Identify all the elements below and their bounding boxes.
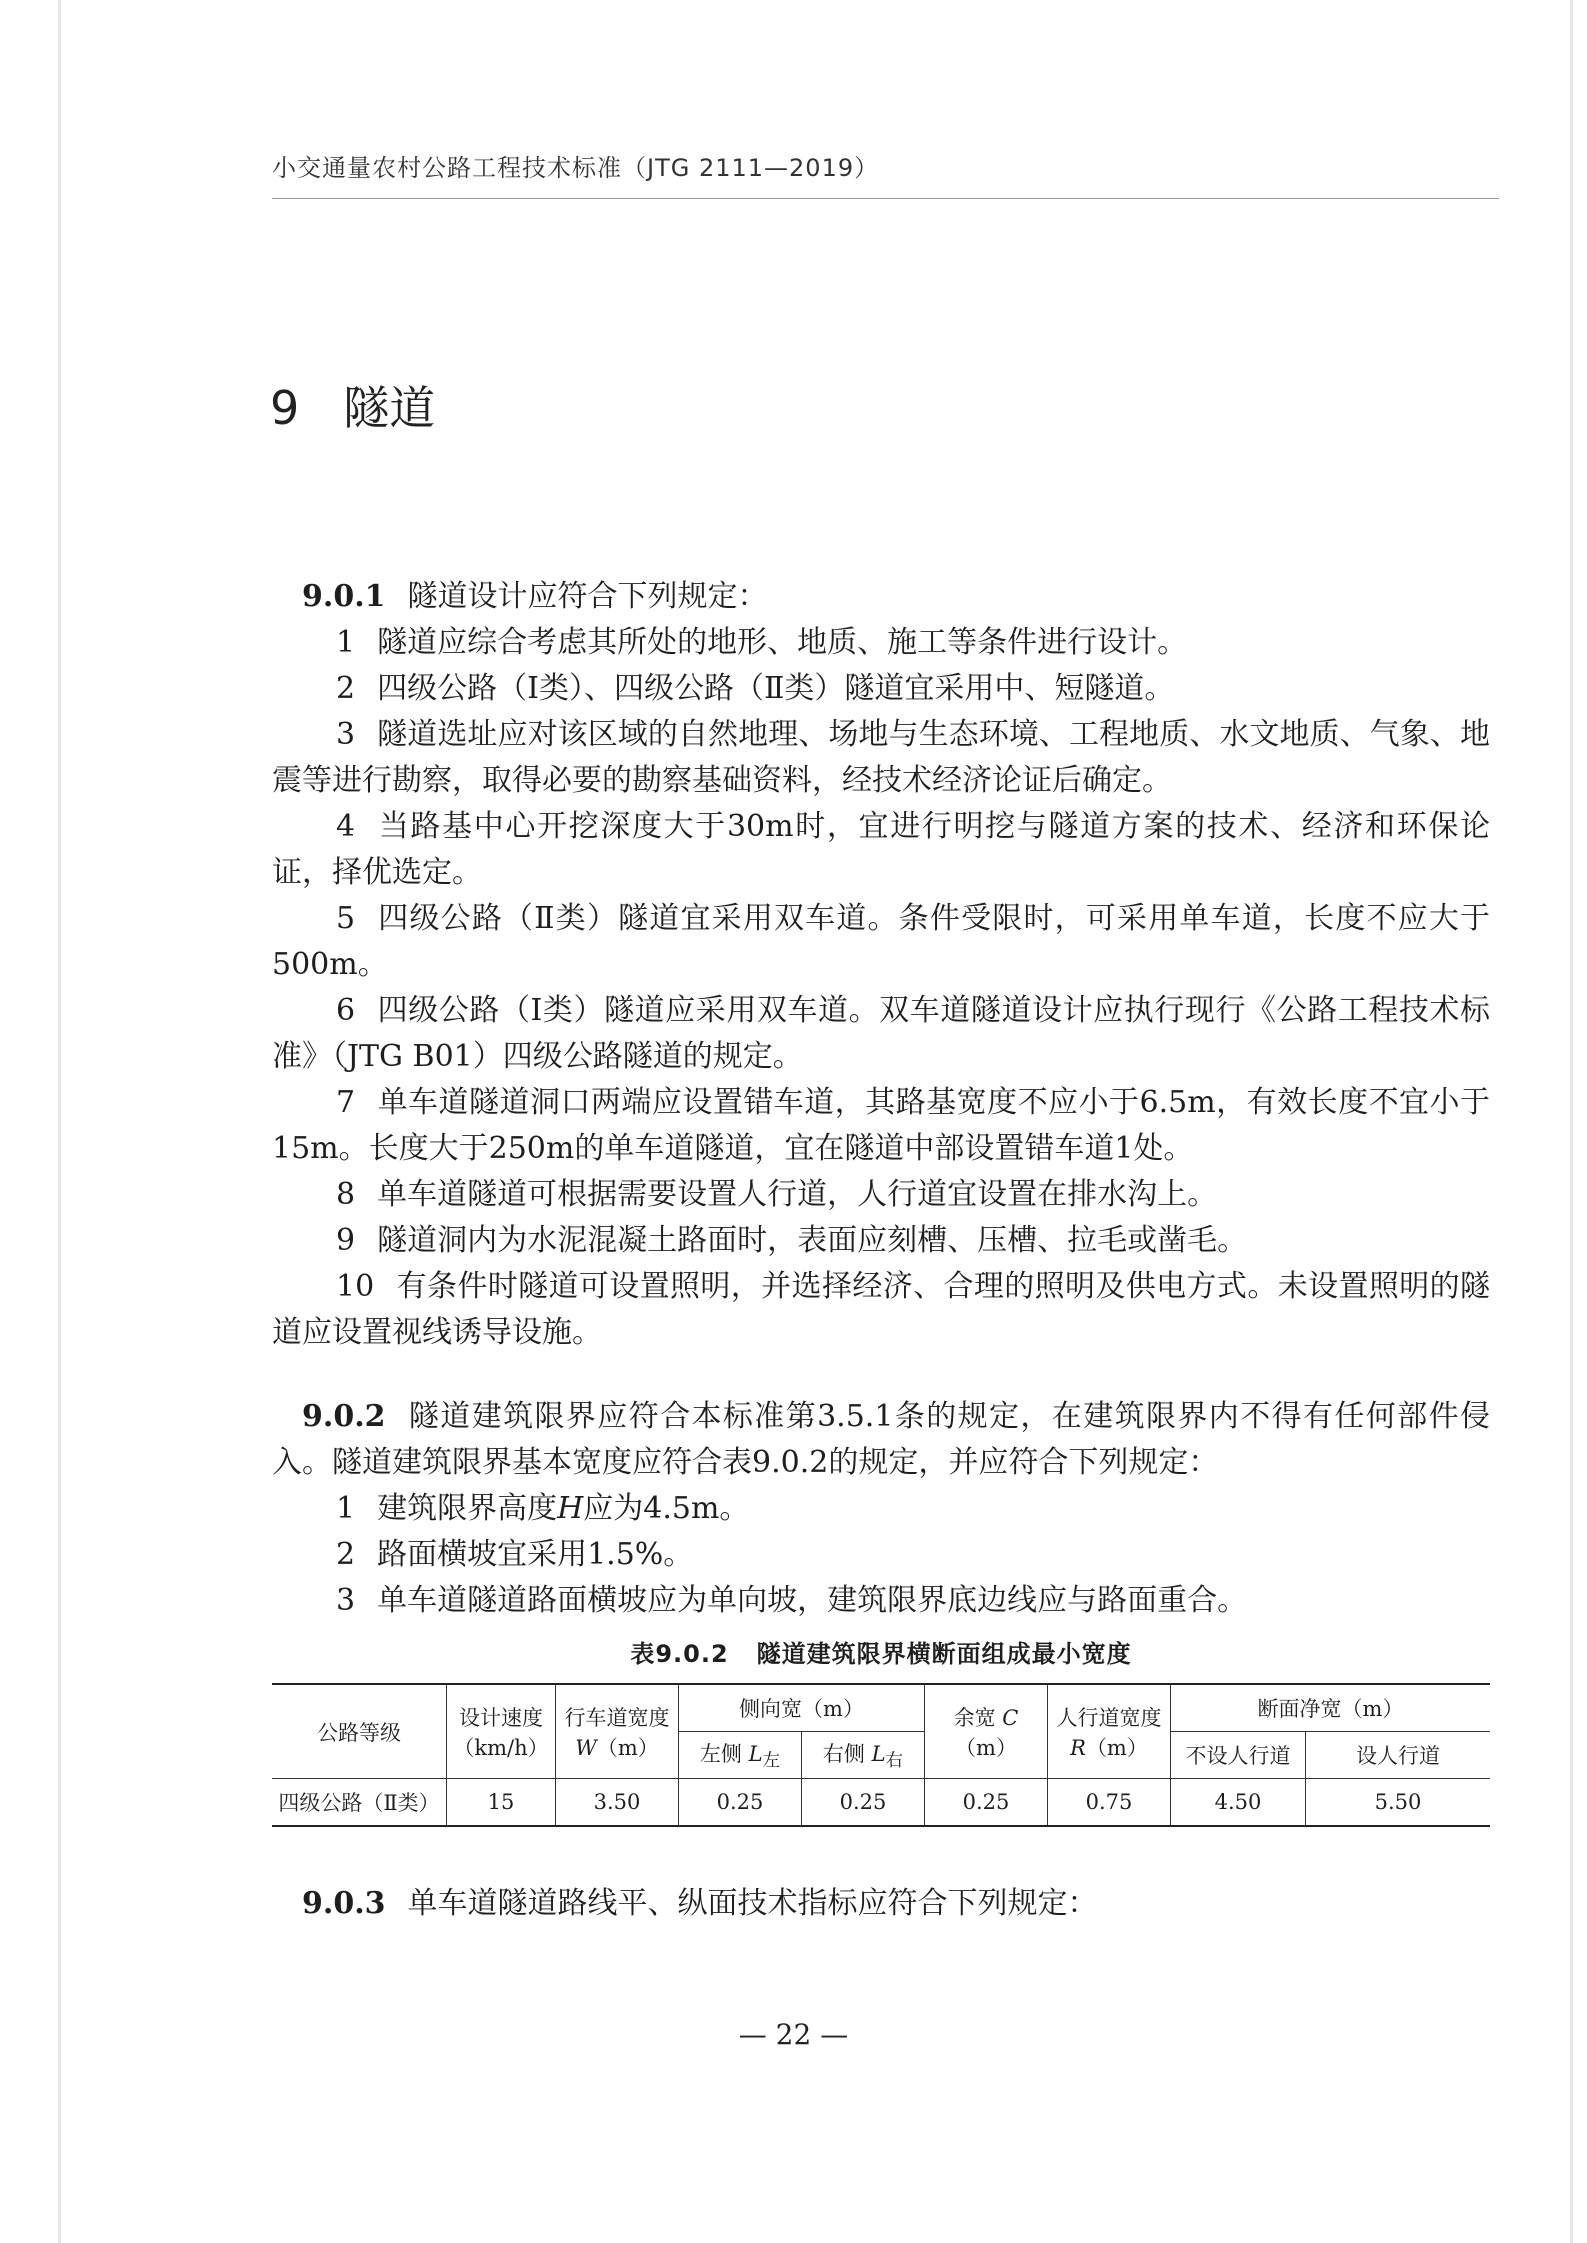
item-text: 四级公路（Ⅱ类）隧道宜采用双车道。条件受限时，可采用单车道，长度不应大于500m。 [272,901,1490,982]
table-number: 表9.0.2 [630,1640,729,1668]
cell-no-walkway: 4.50 [1171,1779,1306,1827]
clause-9-0-3 [272,1881,1490,1927]
item-text: 单车道隧道路面横坡应为单向坡，建筑限界底边线应与路面重合。 [377,1583,1248,1618]
header-rule [272,198,1499,199]
item-text: 有条件时隧道可设置照明，并选择经济、合理的照明及供电方式。未设置照明的隧道应设置视线诱导设施。 [272,1269,1490,1350]
clause-text: 隧道设计应符合下列规定： [407,579,768,614]
list-item [272,988,1490,1080]
clause-number: 9.0.2 [302,1399,386,1434]
cell-lane: 3.50 [556,1779,679,1827]
item-text: 当路基中心开挖深度大于30m时，宜进行明挖与隧道方案的技术、经济和环保论证，择优选定。 [272,809,1490,890]
item-number: 5 [336,901,356,936]
table-title [272,1634,1490,1669]
scan-edge-right [1570,0,1573,2243]
symbol-h: H [557,1491,584,1526]
cell-with-walkway: 5.50 [1306,1779,1491,1827]
clause-text: 隧道建筑限界应符合本标准第3.5.1条的规定，在建筑限界内不得有任何部件侵入。隧道建筑限界基本宽度应符合表9.0.2的规定，并应符合下列规定： [272,1399,1490,1480]
header-right: 右侧 $L_右$ [802,1732,925,1779]
item-number: 6 [336,993,356,1028]
header-left: 左侧 $L_左$ [679,1732,802,1779]
cell-grade: 四级公路（Ⅱ类） [272,1779,447,1827]
item-number: 7 [336,1085,356,1120]
list-item [272,1264,1490,1356]
header-walkway-width: 人行道宽度 R（m） [1048,1684,1171,1779]
item-number: 9 [336,1223,356,1258]
page-content [272,574,1490,1927]
cell-right: 0.25 [802,1779,925,1827]
item-text: 隧道选址应对该区域的自然地理、场地与生态环境、工程地质、水文地质、气象、地震等进行勘察，取得必要的勘察基础资料，经技术经济论证后确定。 [272,717,1490,798]
item-number: 10 [336,1269,375,1304]
item-number: 3 [336,717,356,752]
list-item [272,620,1490,666]
cell-speed: 15 [447,1779,556,1827]
list-item [272,1486,1490,1532]
header-margin-width: 余宽 C （m） [925,1684,1048,1779]
table-caption: 隧道建筑限界横断面组成最小宽度 [756,1640,1132,1668]
list-item [272,896,1490,988]
item-number: 1 [336,1491,356,1526]
list-item [272,1218,1490,1264]
list-item [272,1532,1490,1578]
item-number: 3 [336,1583,356,1618]
chapter-name: 隧道 [343,381,436,435]
header-speed: 设计速度 （km/h） [447,1684,556,1779]
cell-walkway: 0.75 [1048,1779,1171,1827]
item-text: 四级公路（Ⅰ类）隧道应采用双车道。双车道隧道设计应执行现行《公路工程技术标准》（JTG B01）四级公路隧道的规定。 [272,993,1490,1074]
header-lateral-width: 侧向宽（m） [679,1684,925,1732]
item-text: 路面横坡宜采用1.5%。 [377,1537,694,1572]
item-number: 2 [336,671,356,706]
list-item [272,1172,1490,1218]
running-header: 小交通量农村公路工程技术标准（JTG 2111—2019） [272,154,880,182]
item-text: 建筑限界高度 [377,1491,558,1526]
clause-9-0-1 [272,574,1490,620]
list-item [272,1578,1490,1624]
clause-number: 9.0.1 [302,579,386,614]
list-item [272,712,1490,804]
item-number: 4 [336,809,356,844]
clause-number: 9.0.3 [302,1886,386,1922]
header-grade: 公路等级 [272,1684,447,1779]
chapter-number: 9 [270,381,300,435]
item-number: 2 [336,1537,356,1572]
header-lane-width: 行车道宽度 W（m） [556,1684,679,1779]
header-no-walkway: 不设人行道 [1171,1732,1306,1779]
item-text: 单车道隧道可根据需要设置人行道，人行道宜设置在排水沟上。 [377,1177,1218,1212]
cell-margin: 0.25 [925,1779,1048,1827]
table-header-row [272,1684,1490,1732]
clearance-width-table [272,1683,1490,1827]
header-clear-width: 断面净宽（m） [1171,1684,1491,1732]
chapter-title [270,372,435,438]
page-number: — 22 — [738,2018,849,2051]
item-number: 1 [336,625,356,660]
item-text: 隧道应综合考虑其所处的地形、地质、施工等条件进行设计。 [377,625,1188,660]
scan-edge-left [58,0,61,2243]
table-row [272,1779,1490,1827]
list-item [272,666,1490,712]
list-item [272,804,1490,896]
header-with-walkway: 设人行道 [1306,1732,1491,1779]
cell-left: 0.25 [679,1779,802,1827]
item-text: 隧道洞内为水泥混凝土路面时，表面应刻槽、压槽、拉毛或凿毛。 [377,1223,1248,1258]
clause-9-0-2 [272,1394,1490,1486]
list-item [272,1080,1490,1172]
item-text: 四级公路（Ⅰ类）、四级公路（Ⅱ类）隧道宜采用中、短隧道。 [377,671,1175,706]
item-number: 8 [336,1177,356,1212]
item-text: 应为4.5m。 [583,1491,750,1526]
clause-text: 单车道隧道路线平、纵面技术指标应符合下列规定： [407,1886,1098,1922]
item-text: 单车道隧道洞口两端应设置错车道，其路基宽度不应小于6.5m，有效长度不宜小于15m。长度大于250m的单车道隧道，宜在隧道中部设置错车道1处。 [272,1085,1490,1166]
